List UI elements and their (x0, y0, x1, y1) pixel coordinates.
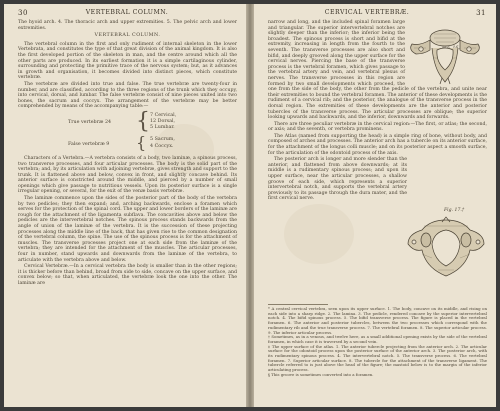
table-item: 5 Sacrum, (150, 136, 175, 142)
footnote: † Sometimes, as in a venous, and twelve here, as a small additional opening exists by the side of the vertebral foramen, in which case it is traversed by a second vein. (268, 334, 487, 344)
true-vertebrae-label: True vertebræ 24 (68, 119, 112, 125)
paragraph: The Atlas (named from supporting the head) is a simple ring of bone, without body, and composed of arches and processes. The anterior arch has a tubercle on its anterior surface, for the attachment of the longus colli muscle; and on its posterior aspect a smooth surface, for the articulation of the odontoid process of the axis. (268, 133, 487, 156)
false-vertebrae-label: False vertebræ 9 (68, 141, 110, 147)
atlas-figure (404, 214, 488, 280)
brace-icon: { (136, 132, 147, 152)
table-item: 5 Lumbar. (150, 124, 175, 130)
running-title: CERVICAL VERTEBRÆ. (324, 9, 410, 16)
footnotes (268, 304, 487, 378)
left-page (4, 4, 246, 407)
left-body-text (18, 20, 237, 288)
running-title: VERTEBRAL COLUMN. (85, 9, 169, 16)
paragraph: The posterior arch is longer and more slender than the anterior, and flattened from above downwards; at its middle is a rudimentary spinous process; and upon its upper surface, near the articular processes, a shallow groove of each side, which represents a superior intervertebral notch, and supports the vertebral artery previously to its passage through the dura mater, and the first cervical nerve. (268, 157, 407, 202)
paragraph: The vertebral column in the first and only rudiment of internal skeleton in the lower Vertebrata, and constitutes the type of that great division of the animal kingdom. It is also the first developed portion of the skeleton in man, and the centre around which all the other parts are produced. In its earliest formation it is a simple cartilaginous cylinder, surrounding and protecting the primitive trace of the nervous system; but, as it advances in growth and organisation, it becomes divided into distinct pieces, which constitute vertebræ. (18, 41, 237, 81)
section-title: VERTEBRAL COLUMN. (94, 33, 161, 39)
paragraph: The hyoid arch. 4. The thoracic arch and upper extremities. 5. The pelvic arch and lower extremities. (18, 20, 237, 31)
paragraph: narrow and long, and the included spinal foramen large and triangular. The superior intervertebral notches are slightly deeper than the inferior; the inferior being the broadest. The spinous process is short and bifid at the extremity, increasing in length from the fourth to the seventh. The transverse processes are also short and bifid, and deeply grooved along the upper surface for the cervical nerves. Piercing the base of the transverse process is the vertebral foramen, which gives passage to the vertebral artery and vein, and vertebral plexus of nerves. The transverse processes in this region are formed by two small developments which proceed, the one from the side of the body, the other from the pedicle of the vertebra, and unite near their extremities to bound the vertebral foramen. The anterior of these developments is the rudiment of a cervical rib; and the posterior, the analogue of the transverse process in the dorsal region. The extremities of these developments are the anterior and posterior tubercles of the transverse process. The articular processes are oblique; the superior looking upwards and backwards, and the inferior, downwards and forwards. (268, 20, 487, 121)
book-gutter (246, 4, 254, 407)
vertebrae-table (18, 108, 237, 153)
page-number: 30 (18, 9, 28, 17)
table-item: 12 Dorsal, (150, 118, 176, 124)
running-head (268, 9, 486, 18)
footnote: § This groove is sometimes converted into a foramen. (268, 371, 374, 377)
right-page (254, 4, 496, 407)
footnote: * A central cervical vertebra, seen upon its upper surface. 1. The body, concave on its middle, and rising on each side into a sharp ridge. 2. The lamina. 3. The pedicle, rendered concave by the superior intervertebral notch. 4. The bifid spinous process. 5. The bifid transverse process. The figure is placed in the vertebral foramen. 6. The anterior and posterior tubercles, between the two processes which correspond with the rudimentary rib and the true transverse process. 7. The vertebral foramen. 8. The superior articular process. 9. The inferior articular process. (268, 306, 487, 335)
paragraph: The vertebræ are divided into true and false. The true vertebræ are twenty-four in number, and are classified, according to the three regions of the trunk which they occupy, into cervical, dorsal, and lumbar. The false vertebræ consist of nine pieces united into two bones, the sacrum and coccyx. The arrangement of the vertebræ may be better comprehended by means of the accompanying table:— (18, 81, 237, 110)
table-item: 4 Coccyx. (150, 143, 174, 149)
running-head (18, 9, 236, 18)
table-item: 7 Cervical, (150, 112, 177, 118)
figure-label: Fig. 17.† (444, 208, 465, 213)
paragraph: There are three peculiar vertebræ in the cervical region:—The first, or atlas; the second, or axis; and the seventh, or vertebra prominens. (268, 121, 487, 133)
footnote-rule (268, 304, 328, 305)
paragraph: The laminæ commence upon the sides of the posterior part of the body of the vertebra by two pedicles; they then expand; and, arching backwards, enclose a foramen which serves for the protection of the spinal cord. The upper and lower borders of the laminæ are rough for the attachment of the ligamenta subflava. The concavities above and below the pedicles are the intervertebral notches. The spinous process stands backwards from the angle of union of the laminæ of the vertebra. It is the succession of these projecting processes along the middle line of the back, that has given rise to the common designation of the vertebral column, the spine. The use of the spinous process is for the attachment of muscles. The transverse processes project one at each side from the laminæ of the vertebra; they are intended for the attachment of the muscles. The articular processes, four in number, stand upwards and downwards from the laminæ of the vertebra, to articulate with the vertebra above and below. (18, 196, 237, 263)
brace-icon: { (136, 108, 150, 134)
cervical-vertebra-figure (404, 24, 486, 86)
paragraph: Cervical Vertebræ.—In a cervical vertebra the body is smaller than in the other regions; it is thicker before than behind, broad from side to side, concave on the upper surface, and convex below; so that, when articulated, the vertebræ look the one into the other. The laminæ are (18, 264, 237, 286)
footnote: ‡ The upper surface of the atlas. 1. The anterior tubercle projecting from the anterior arch. 2. The articular surface for the odontoid process upon the posterior surface of the anterior arch. 3. The posterior arch, with its rudimentary spinous process. 4. The intervertebral notch. 5. The transverse process. 6. The vertebral foramen. 7. Superior articular surface. 8. The tubercle for the attachment of the transverse ligament. The tubercle referred to is just above the head of the figure; the mastoid below is to the margin of the inferior articulating process. (268, 343, 487, 373)
page-number: 31 (476, 9, 486, 17)
paragraph: Characters of a Vertebra.—A vertebra consists of a body, two laminæ, a spinous process, two transverse processes, and four articular processes. The body is the solid part of the vertebra; and, by its articulation with adjoining vertebræ, gives strength and support to the trunk. It is flattened above and below, convex in front, and slightly concave behind. Its anterior surface is constricted around the middle, and pierced by a number of small openings which give passage to nutritious vessels. Upon its posterior surface is a single irregular opening, or several, for the exit of the venæ basis vertebræ. (18, 155, 237, 195)
